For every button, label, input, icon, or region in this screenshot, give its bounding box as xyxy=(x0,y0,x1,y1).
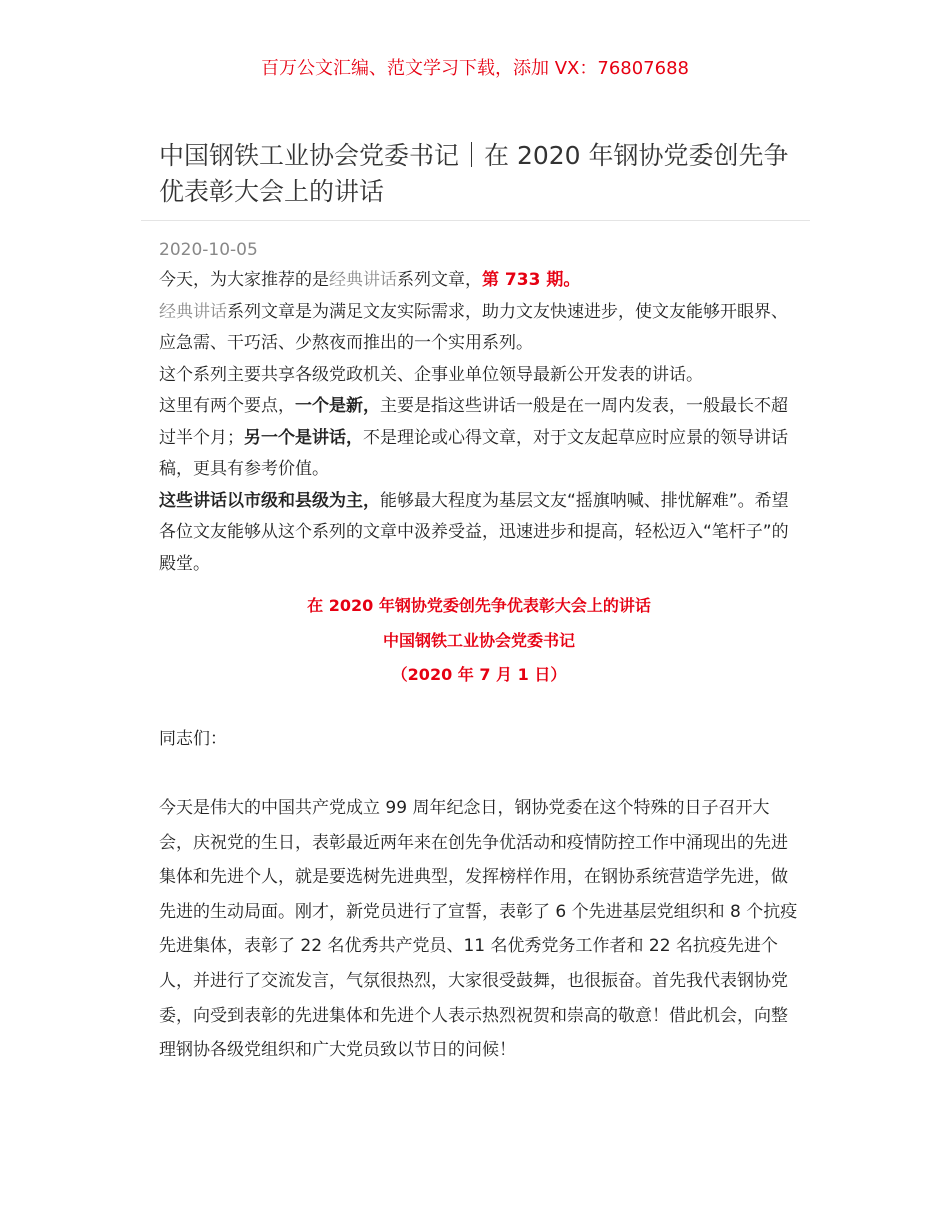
intro-paragraph xyxy=(159,391,799,486)
intro-section xyxy=(159,265,799,580)
intro-text: 不是理论或心得文章，对于文友起草应时应景的领导讲话稿，更具有参考价值。 xyxy=(159,427,788,479)
title-divider xyxy=(141,220,810,221)
article-title: 中国钢铁工业协会党委书记｜在 2020 年钢协党委创先争优表彰大会上的讲话 xyxy=(159,141,789,206)
intro-paragraph: 这个系列主要共享各级党政机关、企事业单位领导最新公开发表的讲话。 xyxy=(159,364,703,385)
series-name: 经典讲话 xyxy=(329,270,397,290)
issue-number: 第 733 期。 xyxy=(482,270,581,290)
speech-speaker: 中国钢铁工业协会党委书记 xyxy=(382,630,575,650)
intro-text: 主要是指这些讲话一般是在一周内发表，一般最长不超过半个月； xyxy=(159,396,788,448)
publish-date: 2020-10-05 xyxy=(159,240,258,260)
intro-text: 这里有两个要点， xyxy=(159,396,295,416)
speech-paragraph: 今天是伟大的中国共产党成立 99 周年纪念日，钢协党委在这个特殊的日子召开大会，庆祝党的生日，表彰最近两年来在创先争优活动和疫情防控工作中涌现出的先进集体和先进个人，就是要选树先进典型，发挥榜样作用，在钢协系统营造学先进，做先进的生动局面。刚才，新党员进行了宣誓，表彰了 6 个先进基层党组织和 8 个抗疫先进集体，表彰了 22 名优秀共产党员、11 名优秀党务工作者和 22 名抗疫先进个人，并进行了交流发言，气氛很热烈，大家很受鼓舞，也很振奋。首先我代表钢协党委，向受到表彰的先进集体和先进个人表示热烈祝贺和崇高的敬意！借此机会，向整理钢协各级党组织和广大党员致以节日的问候！ xyxy=(159,798,798,1061)
intro-text: 系列文章是为满足文友实际需求，助力文友快速进步，使文友能够开眼界、应急需、干巧活、少熬夜而推出的一个实用系列。 xyxy=(159,301,788,353)
intro-paragraph xyxy=(159,265,799,297)
speech-greeting: 同志们： xyxy=(159,729,227,749)
key-point: 这些讲话以市级和县级为主， xyxy=(159,490,380,511)
intro-paragraph xyxy=(159,297,799,360)
intro-text: 能够最大程度为基层文友“摇旗呐喊、排忧解难”。希望各位文友能够从这个系列的文章中汲养受益，迅速进步和提高，轻松迈入“笔杆子”的殿堂。 xyxy=(159,490,789,574)
speech-date: （2020 年 7 月 1 日） xyxy=(391,665,567,684)
intro-text: 系列文章， xyxy=(397,270,482,290)
series-name: 经典讲话 xyxy=(159,301,227,322)
promo-banner: 百万公文汇编、范文学习下载，添加 VX：76807688 xyxy=(261,58,689,79)
key-point: 一个是新， xyxy=(295,396,380,416)
speech-heading: 在 2020 年钢协党委创先争优表彰大会上的讲话 xyxy=(307,596,651,615)
intro-text: 今天，为大家推荐的是 xyxy=(159,270,329,290)
speech-header xyxy=(159,589,799,693)
key-point: 另一个是讲话， xyxy=(244,427,363,448)
intro-paragraph xyxy=(159,486,799,581)
